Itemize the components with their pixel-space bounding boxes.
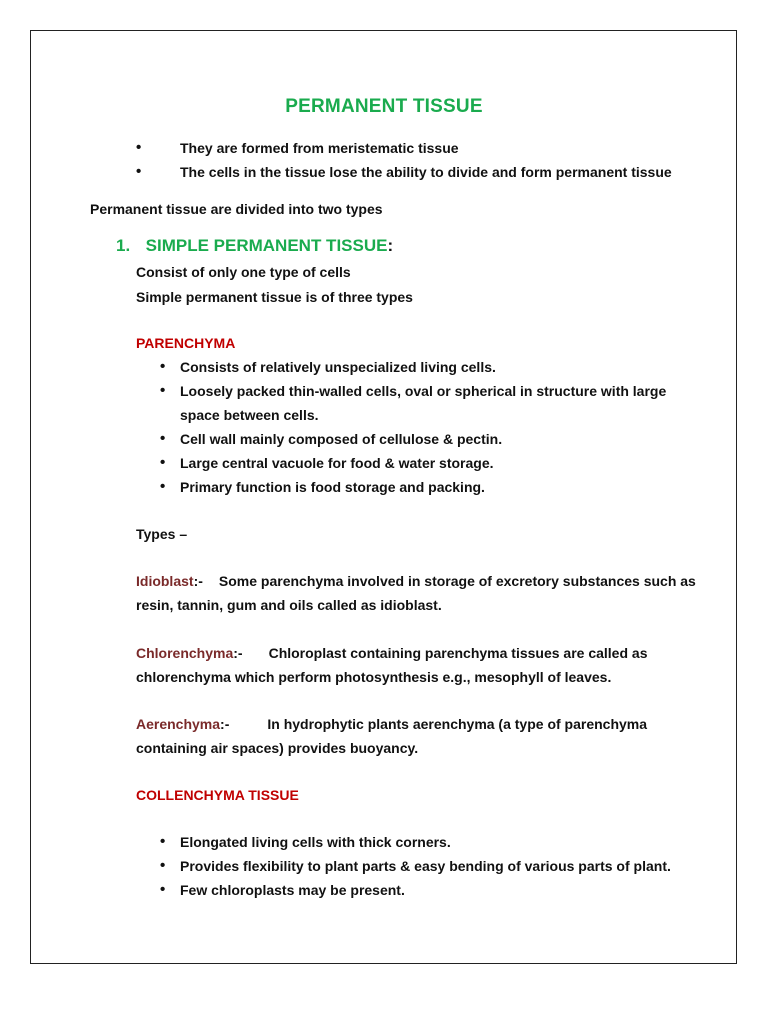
section-heading-colon: : bbox=[387, 236, 394, 255]
term-definition: In hydrophytic plants aerenchyma (a type of parenchyma containing air spaces) provides buoyancy. bbox=[136, 716, 648, 756]
page-title: PERMANENT TISSUE bbox=[285, 96, 483, 117]
section-line: Consist of only one type of cells bbox=[136, 264, 351, 280]
list-item: • The cells in the tissue lose the ability to divide and form permanent tissue bbox=[136, 160, 716, 184]
section-number: 1. bbox=[116, 236, 131, 255]
term-idioblast: Idioblast bbox=[136, 573, 194, 589]
parenchyma-heading: PARENCHYMA bbox=[136, 335, 236, 351]
term-chlorenchyma: Chlorenchyma bbox=[136, 645, 234, 661]
intro-bullet-list bbox=[136, 136, 716, 184]
term-separator: :- bbox=[220, 716, 230, 732]
section-heading-simple-permanent bbox=[116, 236, 393, 256]
type-aerenchyma bbox=[136, 712, 696, 760]
type-chlorenchyma bbox=[136, 641, 696, 689]
collenchyma-bullet-list bbox=[160, 830, 690, 902]
term-separator: :- bbox=[233, 645, 243, 661]
parenchyma-bullet-list bbox=[160, 355, 690, 499]
section-line: Simple permanent tissue is of three types bbox=[136, 289, 413, 305]
types-label: Types – bbox=[136, 526, 188, 542]
list-item: • Provides flexibility to plant parts & easy bending of various parts of plant. bbox=[160, 854, 690, 878]
term-definition: Some parenchyma involved in storage of excretory substances such as resin, tannin, gum and oils called as idioblast. bbox=[136, 573, 696, 613]
list-item: • Few chloroplasts may be present. bbox=[160, 878, 690, 902]
term-aerenchyma: Aerenchyma bbox=[136, 716, 221, 732]
list-item: • Primary function is food storage and packing. bbox=[160, 475, 690, 499]
list-item: • Elongated living cells with thick corners. bbox=[160, 830, 690, 854]
list-item: • Loosely packed thin-walled cells, oval or spherical in structure with large space between cells. bbox=[160, 379, 690, 427]
term-definition: Chloroplast containing parenchyma tissues are called as chlorenchyma which perform photosynthesis e.g., mesophyll of leaves. bbox=[136, 645, 648, 685]
types-intro-text: Permanent tissue are divided into two types bbox=[90, 201, 383, 217]
list-item: • Cell wall mainly composed of cellulose & pectin. bbox=[160, 427, 690, 451]
list-item: • Consists of relatively unspecialized living cells. bbox=[160, 355, 690, 379]
section-heading-text: SIMPLE PERMANENT TISSUE bbox=[145, 236, 388, 255]
term-separator: :- bbox=[193, 573, 203, 589]
list-item: • Large central vacuole for food & water storage. bbox=[160, 451, 690, 475]
collenchyma-heading: COLLENCHYMA TISSUE bbox=[136, 787, 299, 803]
type-idioblast bbox=[136, 569, 696, 617]
list-item: • They are formed from meristematic tissue bbox=[136, 136, 716, 160]
